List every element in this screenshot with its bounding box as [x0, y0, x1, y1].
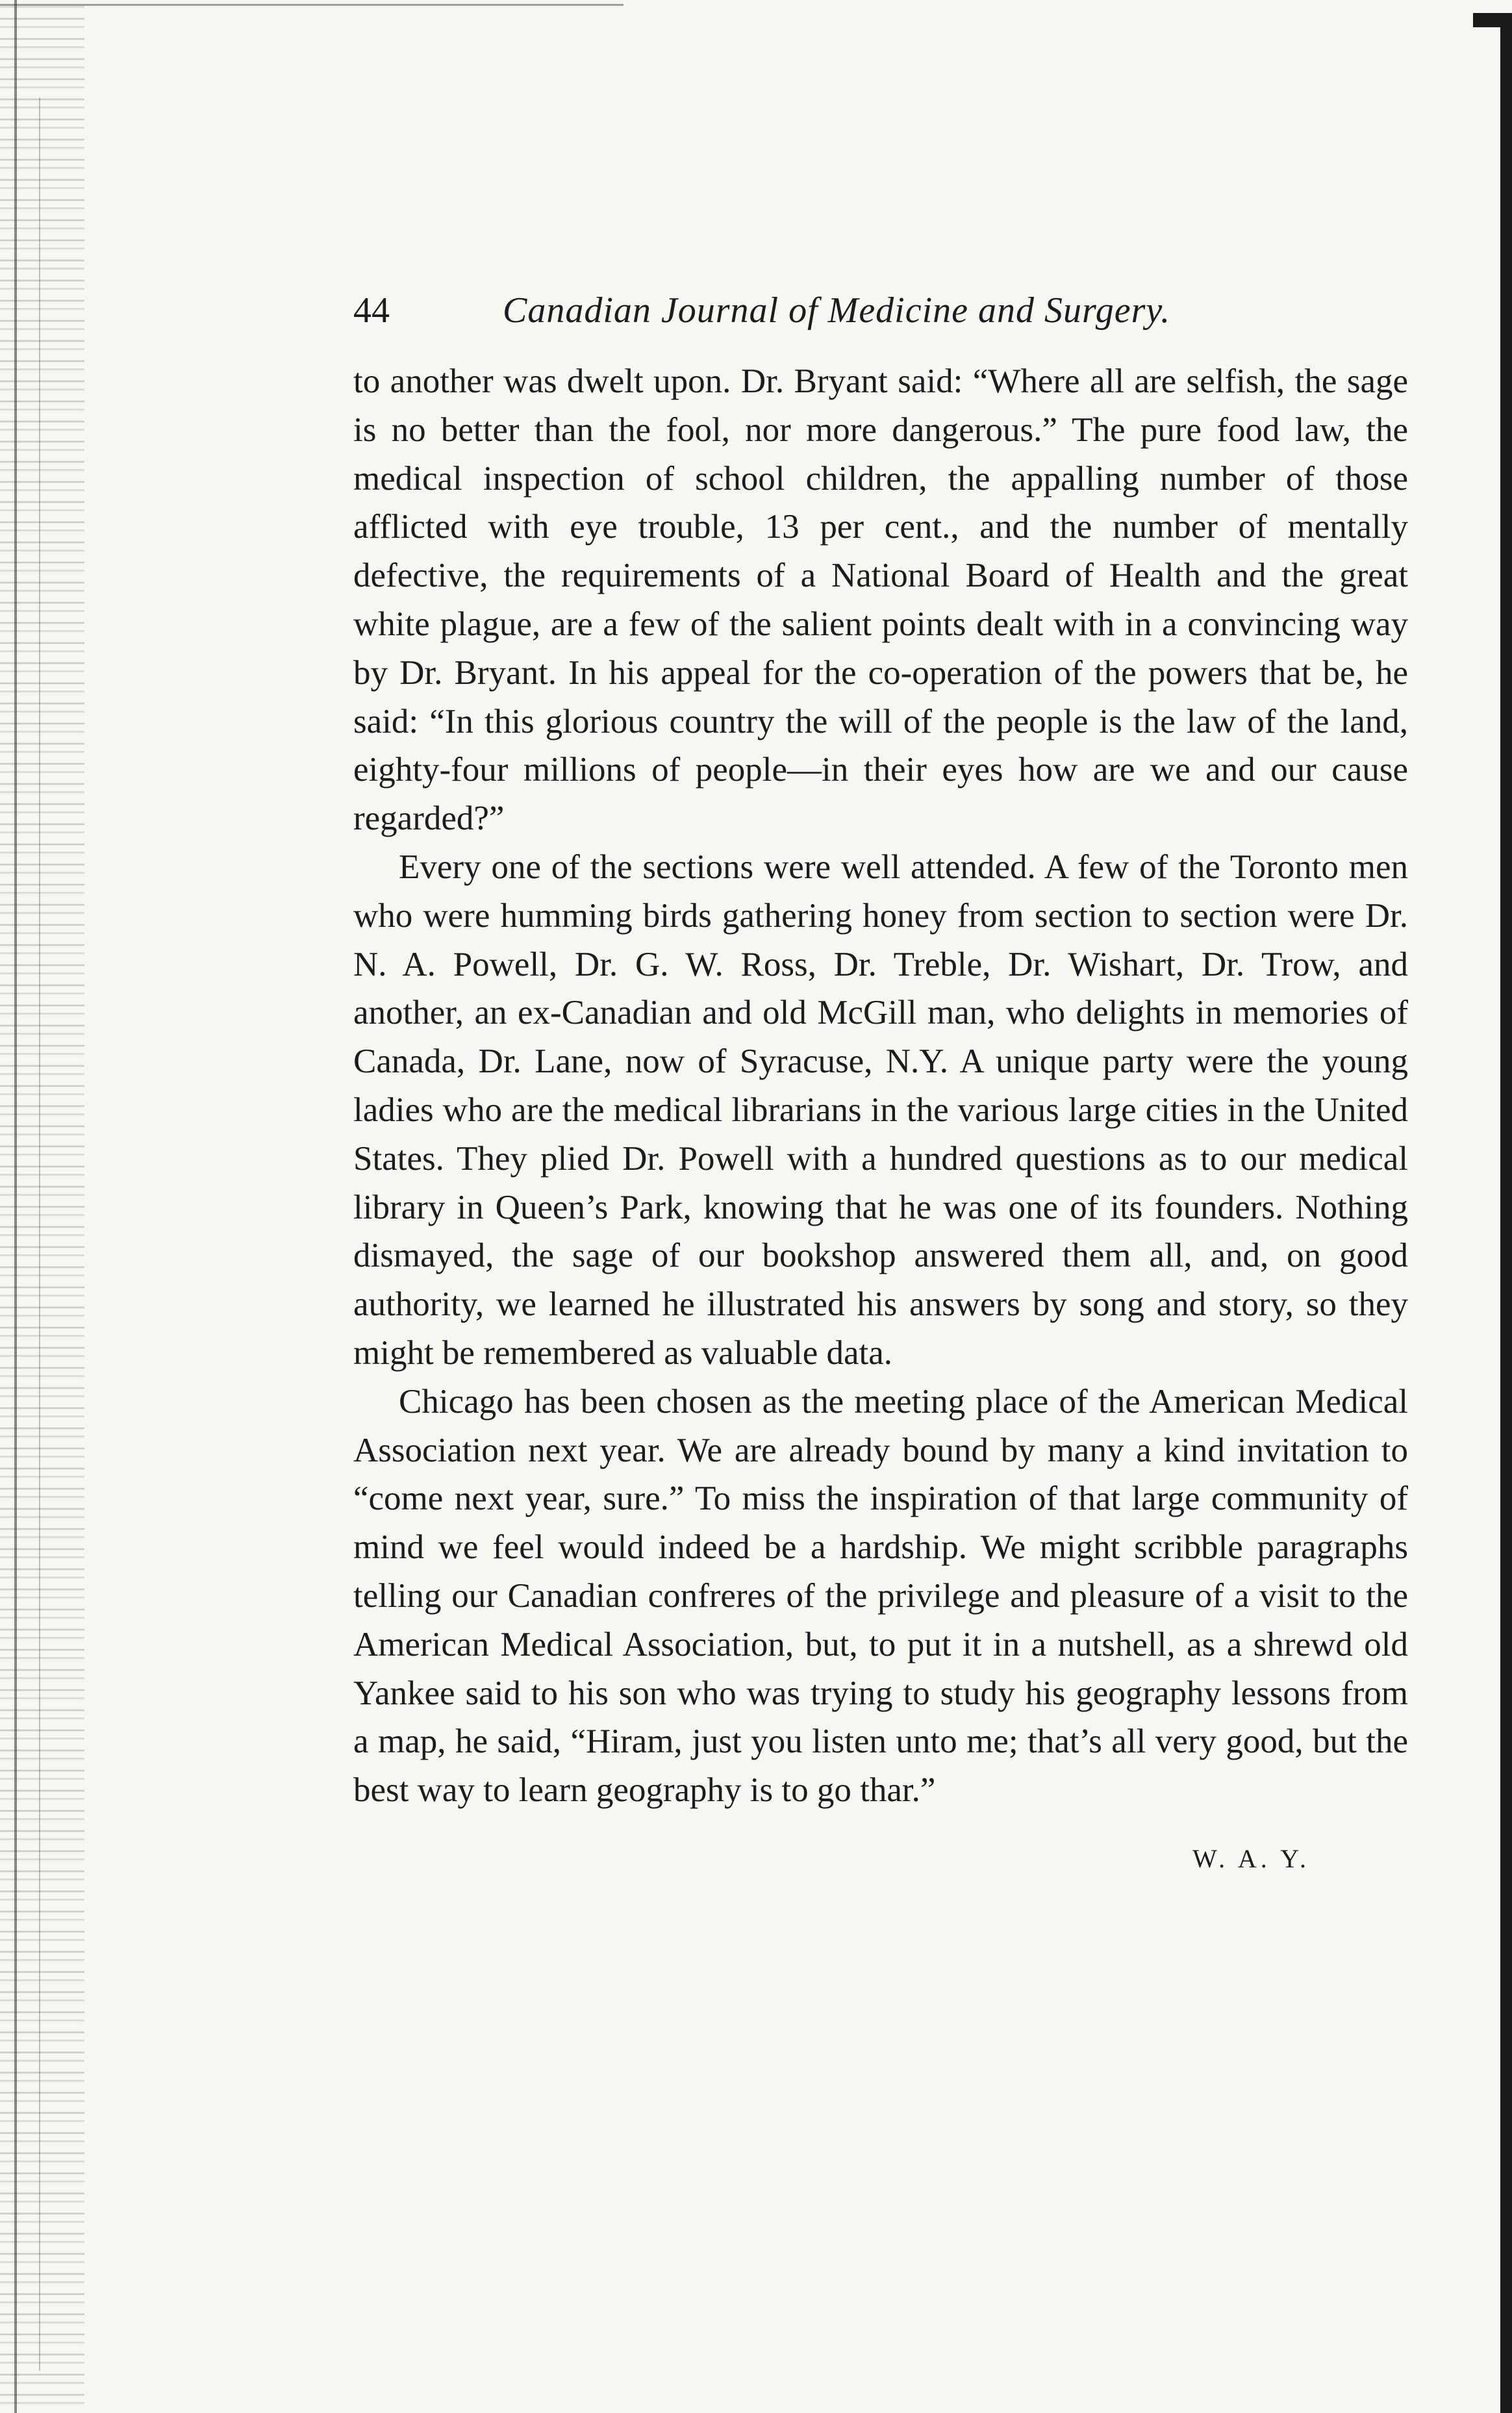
scan-right-edge [1500, 13, 1512, 2413]
scan-binding-edge [0, 0, 84, 2413]
article-body [353, 357, 1408, 1815]
scan-top-edge [0, 4, 624, 6]
scan-binding-line [14, 0, 17, 2413]
paragraph-2: Every one of the sections were well attended. A few of the Toronto men who were humming birds gathering honey from section to section were Dr. N. A. Powell, Dr. G. W. Ross, Dr. Treble, Dr. Wishart, Dr. Trow, and another, an ex-Canadian and old McGill man, who delights in memories of Canada, Dr. Lane, now of Syracuse, N.Y. A unique party were the young ladies who are the medical librarians in the various large cities in the United States. They plied Dr. Powell with a hundred questions as to our medical library in Queen’s Park, knowing that he was one of its founders. Nothing dismayed, the sage of our bookshop answered them all, and, on good authority, we learned he illustrated his answers by song and story, so they might be remembered as valuable data. [353, 848, 1408, 1372]
scan-right-edge-cap [1473, 13, 1512, 27]
page-header [353, 284, 1263, 336]
paragraph-3: Chicago has been chosen as the meeting place of the American Medical Association next year. We are already bound by many a kind invitation to “come next year, sure.” To miss the inspiration of that large community of mind we feel would indeed be a hardship. We might scribble paragraphs telling our Canadian confreres of the privilege and pleasure of a visit to the American Medical Association, but, to put it in a nutshell, as a shrewd old Yankee said to his son who was trying to study his geography lessons from a map, he said, “Hiram, just you listen unto me; that’s all very good, but the best way to learn geography is to go thar.” [353, 1382, 1408, 1810]
running-title: Canadian Journal of Medicine and Surgery. [503, 290, 1171, 331]
scan-binding-line-secondary [39, 97, 40, 2371]
paragraph-1: to another was dwelt upon. Dr. Bryant said: “Where all are selfish, the sage is no better than the fool, nor more dangerous.” The pure food law, the medical inspection of school children, the appalling number of those afflicted with eye trouble, 13 per cent., and the number of mentally defective, the requirements of a National Board of Health and the great white plague, are a few of the salient points dealt with in a convincing way by Dr. Bryant. In his appeal for the co-operation of the powers that be, he said: “In this glorious country the will of the people is the law of the land, eighty-four millions of people—in their eyes how are we and our cause regarded?” [353, 362, 1408, 838]
page-number: 44 [353, 290, 390, 331]
author-signature: W. A. Y. [1192, 1844, 1311, 1873]
